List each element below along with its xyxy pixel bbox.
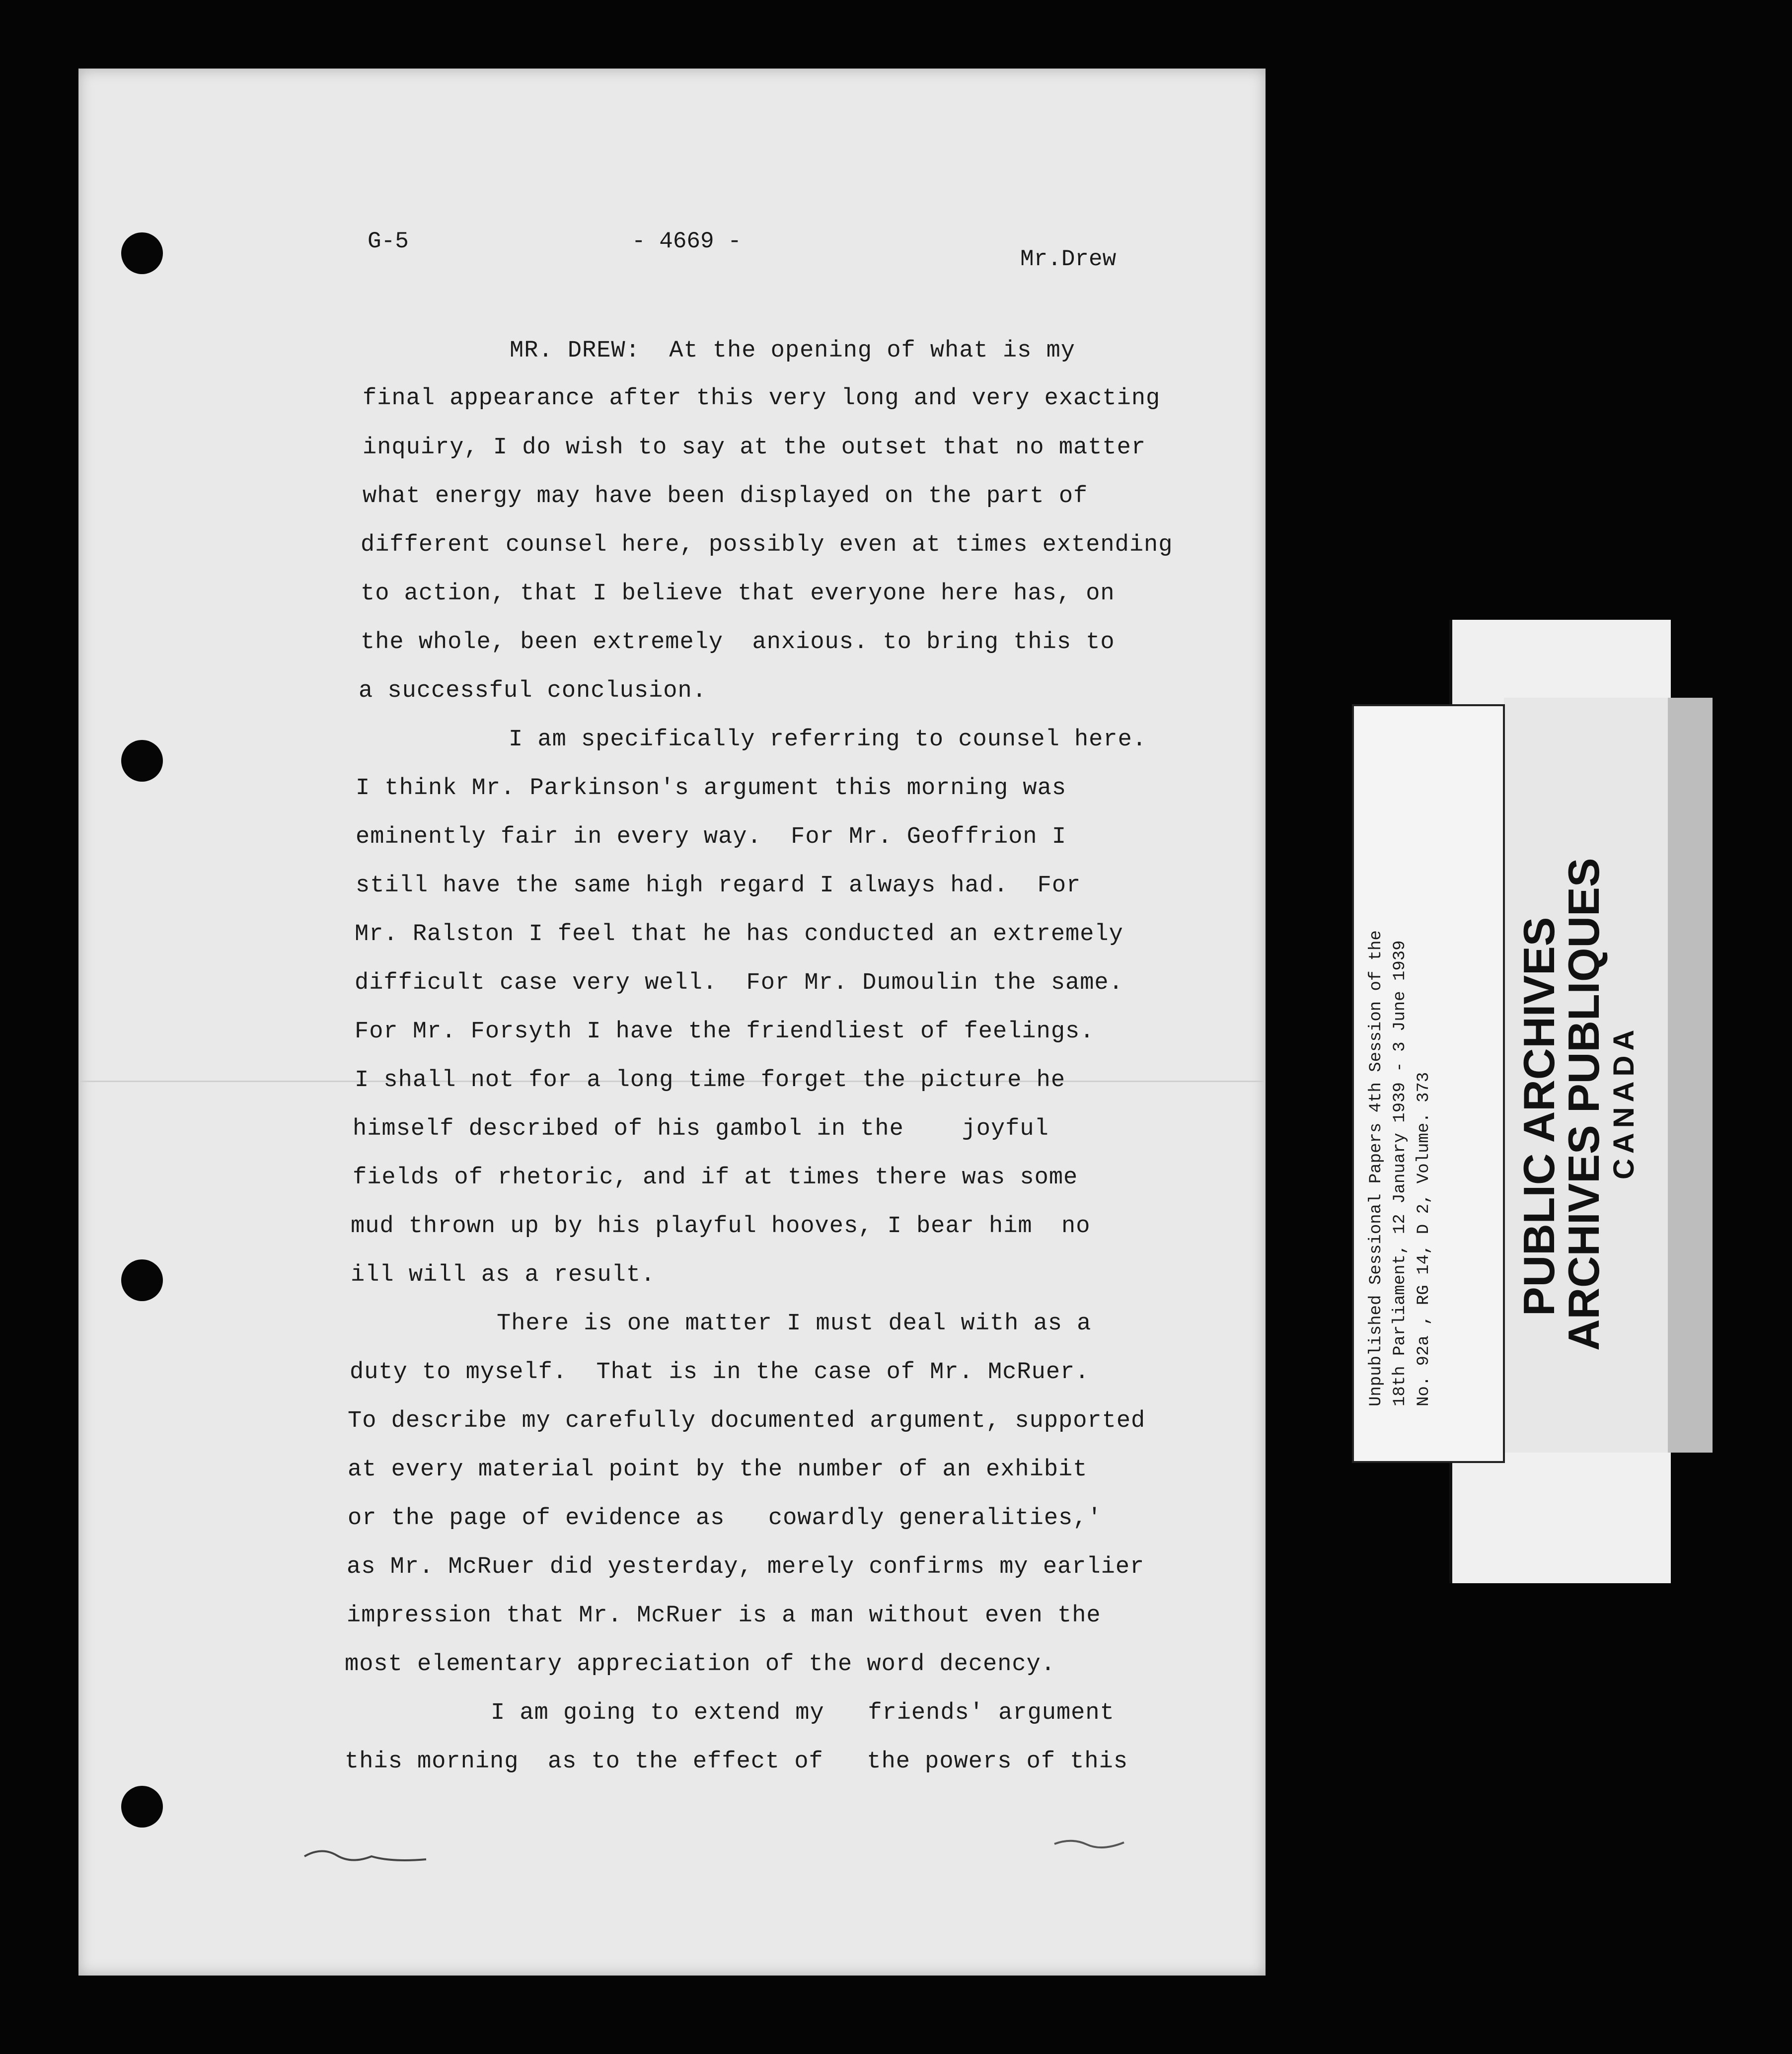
archive-label-line: PUBLIC ARCHIVES (1514, 917, 1564, 1316)
text-line: mud thrown up by his playful hooves, I bear him no (351, 1213, 1091, 1240)
text-line: different counsel here, possibly even at times extending (361, 532, 1173, 558)
page-section-code: G-5 (368, 228, 409, 254)
text-line: ill will as a result. (351, 1262, 656, 1288)
text-line: the whole, been extremely anxious. to bring this to (361, 629, 1115, 656)
punch-hole (121, 740, 163, 782)
text-line: to action, that I believe that everyone here has, on (361, 581, 1115, 607)
text-line: I think Mr. Parkinson's argument this morning was (356, 775, 1067, 802)
archive-tag-edge (1668, 698, 1713, 1453)
slip-line: Unpublished Sessional Papers 4th Session of the (1367, 930, 1386, 1406)
text-line: what energy may have been displayed on the part of (363, 483, 1088, 510)
text-line: himself described of his gambol in the joyful (353, 1116, 1049, 1142)
text-line: Mr. Ralston I feel that he has conducted an extremely (355, 921, 1123, 948)
text-line: fields of rhetoric, and if at times there was some (353, 1165, 1078, 1191)
text-line: inquiry, I do wish to say at the outset that no matter (363, 435, 1146, 461)
text-line: at every material point by the number of an exhibit (348, 1457, 1088, 1483)
text-line: difficult case very well. For Mr. Dumoulin the same. (355, 970, 1123, 996)
text-line: eminently fair in every way. For Mr. Geoffrion I (356, 824, 1067, 850)
pen-scribble (1052, 1832, 1126, 1856)
speaker-header: Mr.Drew (1020, 246, 1117, 272)
slip-line: 18th Parliament, 12 January 1939 - 3 June 1939 (1391, 940, 1410, 1406)
text-line: or the page of evidence as cowardly generalities,' (348, 1505, 1102, 1532)
archive-label-country: CANADA (1608, 1025, 1640, 1179)
text-line: final appearance after this very long and very exacting (363, 385, 1161, 412)
text-line: MR. DREW: At the opening of what is my (510, 338, 1075, 364)
text-line: still have the same high regard I always had. For (356, 873, 1081, 899)
text-line: I am going to extend my friends' argument (491, 1700, 1115, 1726)
text-line: I am specifically referring to counsel here. (509, 727, 1147, 753)
slip-line: No. 92a , RG 14, D 2, Volume. 373 (1415, 1072, 1433, 1406)
page-number: - 4669 - (632, 228, 742, 254)
text-line: There is one matter I must deal with as a (497, 1311, 1092, 1337)
archive-reference-slip (1352, 704, 1505, 1463)
punch-hole (121, 1786, 163, 1828)
text-line: For Mr. Forsyth I have the friendliest of feelings. (355, 1019, 1095, 1045)
text-line: To describe my carefully documented argument, supported (348, 1408, 1146, 1434)
text-line: most elementary appreciation of the word decency. (345, 1651, 1056, 1678)
punch-hole (121, 232, 163, 274)
text-line: as Mr. McRuer did yesterday, merely confirms my earlier (347, 1554, 1145, 1580)
text-line: impression that Mr. McRuer is a man without even the (347, 1603, 1101, 1629)
text-line: a successful conclusion. (359, 678, 707, 704)
punch-hole (121, 1259, 163, 1301)
text-line: this morning as to the effect of the powers of this (345, 1749, 1128, 1775)
document-page (78, 69, 1266, 1976)
archive-label-line: ARCHIVES PUBLIQUES (1559, 858, 1608, 1351)
text-line: I shall not for a long time forget the picture he (355, 1067, 1066, 1094)
text-line: duty to myself. That is in the case of Mr. McRuer. (350, 1359, 1090, 1386)
pen-scribble (302, 1841, 431, 1871)
